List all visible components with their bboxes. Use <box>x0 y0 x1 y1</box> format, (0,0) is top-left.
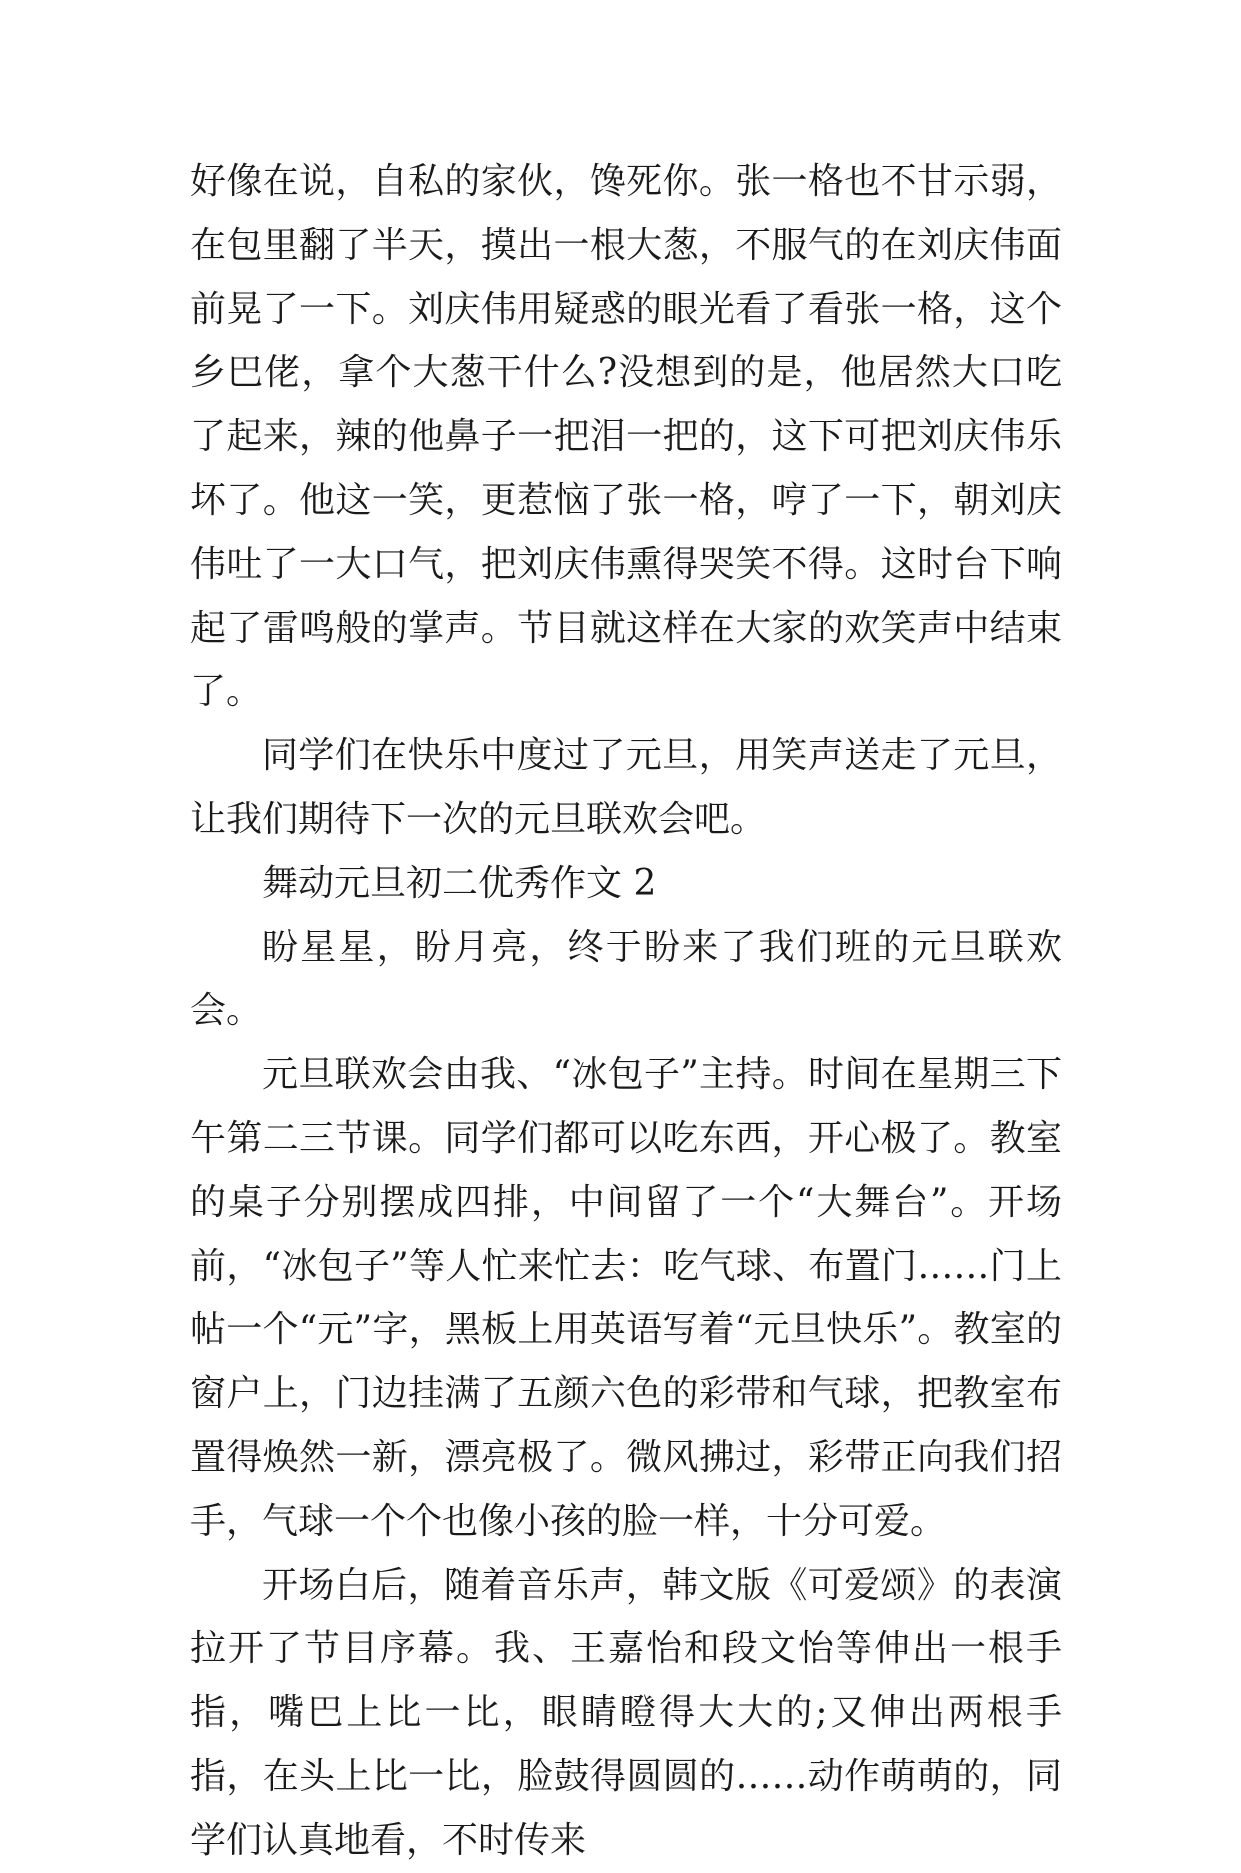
essay-title: 舞动元旦初二优秀作文 2 <box>262 862 657 904</box>
paragraph-opening: 盼星星，盼月亮，终于盼来了我们班的元旦联欢会。 <box>190 926 1062 1032</box>
paragraph-conclusion: 同学们在快乐中度过了元旦，用笑声送走了元旦，让我们期待下一次的元旦联欢会吧。 <box>190 735 1062 840</box>
paragraph-continuation: 好像在说，自私的家伙，馋死你。张一格也不甘示弱，在包里翻了半天，摸出一根大葱，不服气的在刘庆伟面前晃了一下。刘庆伟用疑惑的眼光看了看张一格，这个乡巴佬，拿个大葱干什么?没想到的是，他居然大口吃了起来，辣的他鼻子一把泪一把的，这下可把刘庆伟乐坏了。他这一笑，更惹恼了张一格，哼了一下，朝刘庆伟吐了一大口气，把刘庆伟熏得哭笑不得。这时台下响起了雷鸣般的掌声。节目就这样在大家的欢笑声中结束了。 <box>190 161 1062 713</box>
paragraph-performance: 开场白后，随着音乐声，韩文版《可爱颂》的表演拉开了节目序幕。我、王嘉怡和段文怡等伸出一根手指，嘴巴上比一比，眼睛瞪得大大的;又伸出两根手指，在头上比一比，脸鼓得圆圆的……动作萌萌的，同学们认真地看，不时传来 <box>190 1564 1062 1861</box>
paragraph-setup: 元旦联欢会由我、“冰包子”主持。时间在星期三下午第二三节课。同学们都可以吃东西，开心极了。教室的桌子分别摆成四排，中间留了一个“大舞台”。开场前，“冰包子”等人忙来忙去：吃气球、布置门……门上帖一个“元”字，黑板上用英语写着“元旦快乐”。教室的窗户上，门边挂满了五颜六色的彩带和气球，把教室布置得焕然一新，漂亮极了。微风拂过，彩带正向我们招手，气球一个个也像小孩的脸一样，十分可爱。 <box>190 1054 1062 1542</box>
text-column <box>190 150 1062 1873</box>
